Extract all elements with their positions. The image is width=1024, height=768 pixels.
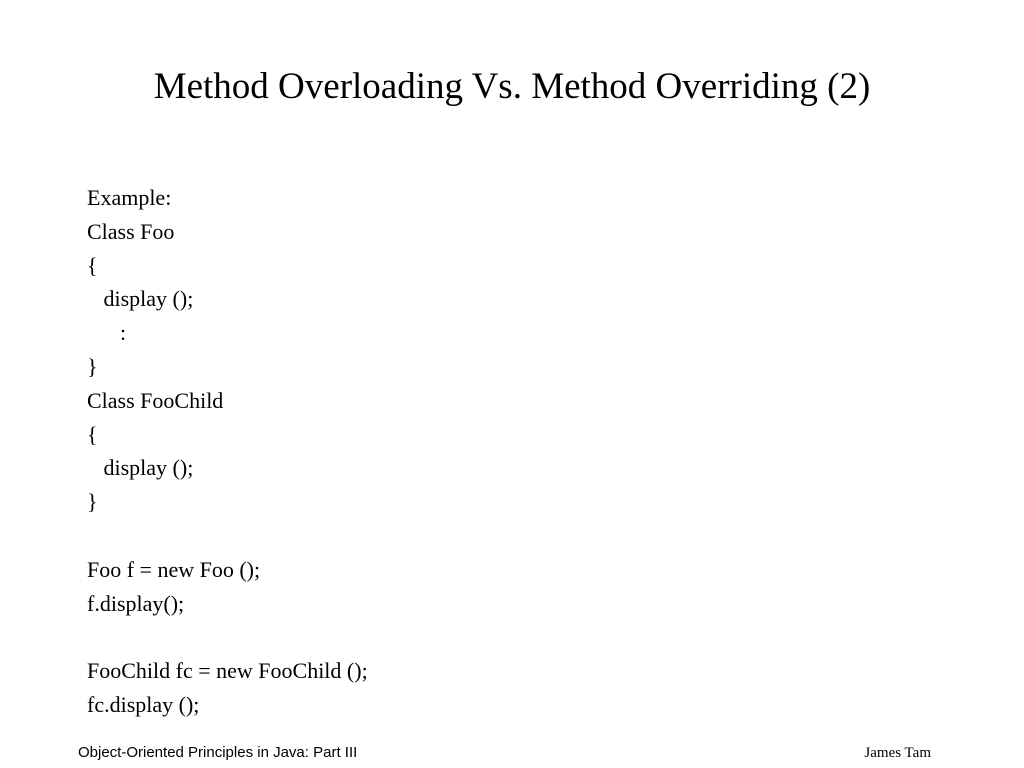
footer-course-title: Object-Oriented Principles in Java: Part III [78,744,358,761]
slide-body [87,181,368,722]
slide-title: Method Overloading Vs. Method Overriding (2) [153,66,871,107]
body-line: { [87,252,98,278]
body-line: fc.display (); [87,691,200,717]
body-line: f.display(); [87,590,185,616]
body-line: } [87,489,98,515]
body-line-blank [87,620,368,654]
footer-author: James Tam [864,745,931,761]
body-line: Foo f = new Foo (); [87,556,261,582]
body-line: : [87,320,127,346]
body-line: { [87,421,98,447]
body-line: Class FooChild [87,387,224,413]
body-line: } [87,353,98,379]
body-line: FooChild fc = new FooChild (); [87,658,368,684]
body-line: display (); [87,286,194,312]
body-line: Example: [87,185,172,210]
body-line-blank [87,519,368,553]
body-line: display (); [87,455,194,481]
body-line: Class Foo [87,218,175,244]
